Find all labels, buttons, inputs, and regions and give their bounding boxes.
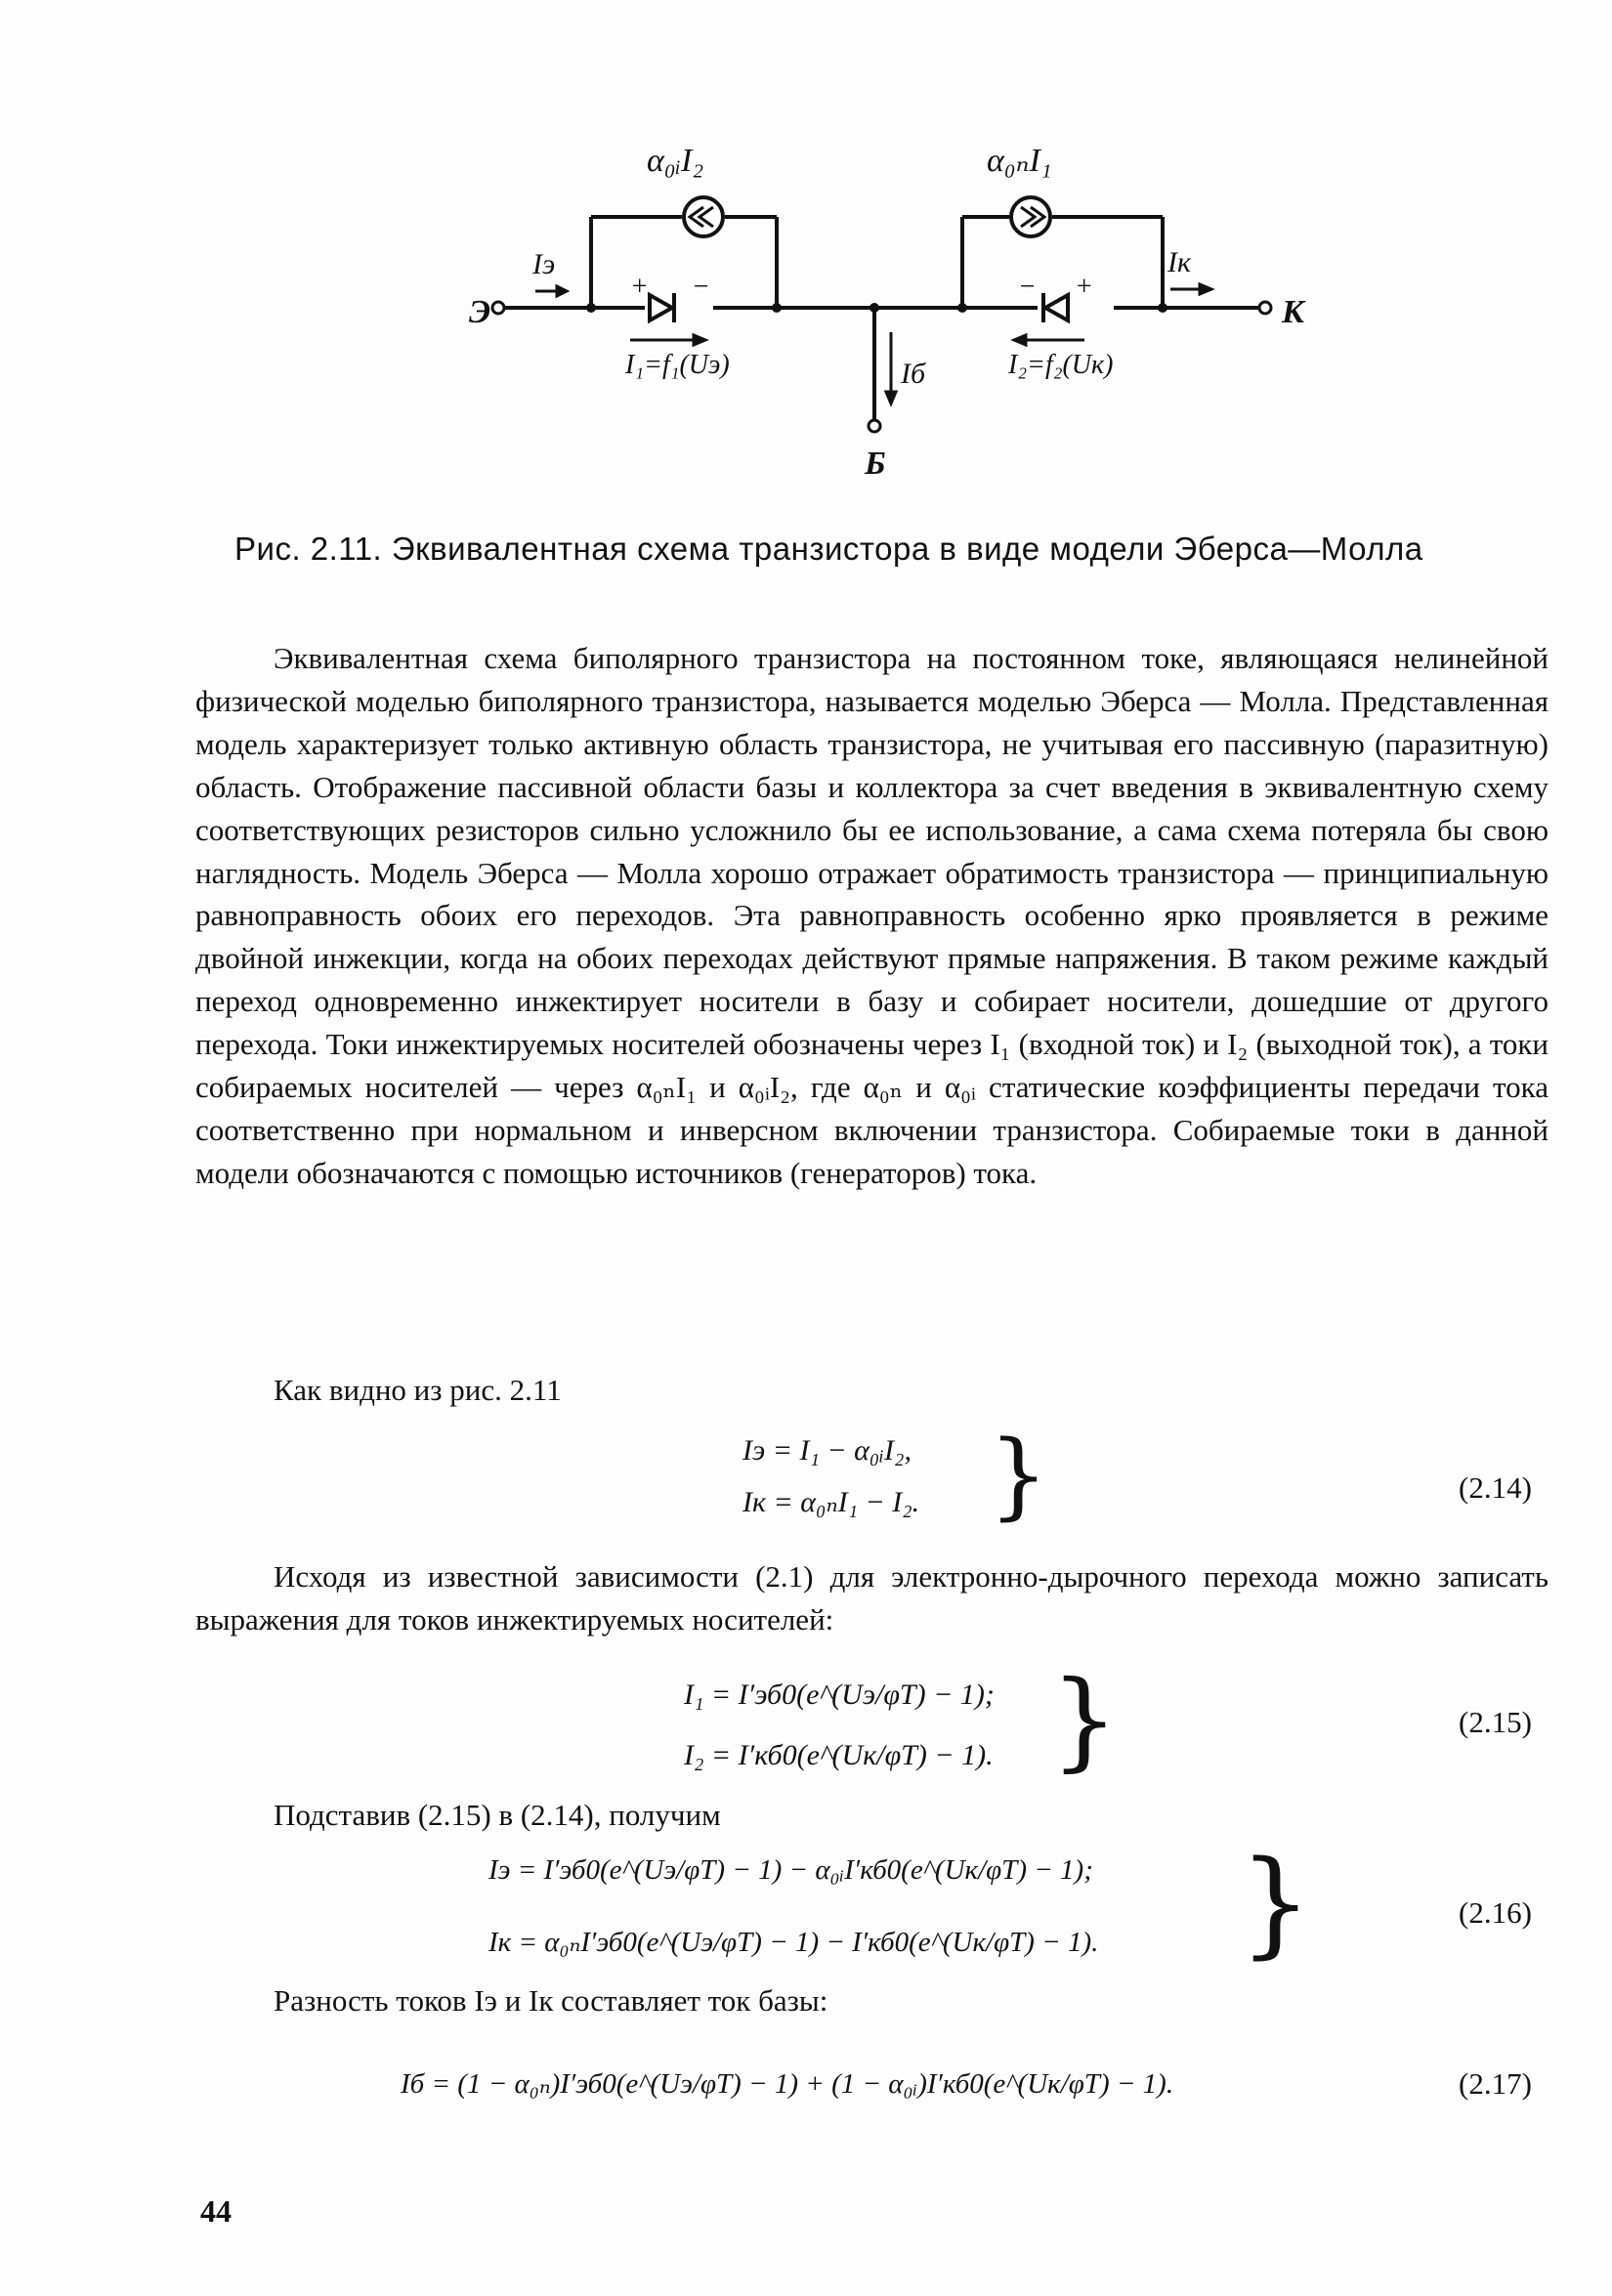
diode2-label: I₂=f₂(Uк) [1008, 350, 1114, 380]
diode1-plus: + [630, 272, 649, 302]
brace-2-16: } [1239, 1835, 1313, 1970]
main-paragraph-block [195, 637, 1548, 1195]
equation-number-2-17: (2.17) [1459, 2066, 1532, 2101]
paragraph-4: Подставив (2.15) в (2.14), получим [274, 1798, 721, 1832]
base-terminal-icon [869, 420, 880, 432]
figure-caption: Рис. 2.11. Эквивалентная схема транзистора в виде модели Эберса—Молла [234, 531, 1423, 567]
emitter-current-label: Iэ [532, 248, 556, 280]
ebers-moll-circuit [469, 127, 1309, 498]
paragraph-3-block [195, 1555, 1548, 1641]
diode2-plus: + [1075, 272, 1093, 302]
diode2-minus: − [1018, 272, 1037, 302]
page-number: 44 [200, 2193, 232, 2229]
source-left-label: α₀ᵢI₂ [647, 143, 704, 179]
equation-2-15-a: I₁ = I′эб0(e^(Uэ/φT) − 1); [684, 1679, 995, 1711]
equation-2-15-b: I₂ = I′кб0(e^(Uк/φT) − 1). [684, 1739, 994, 1771]
equation-number-2-15: (2.15) [1459, 1705, 1532, 1739]
equation-number-2-16: (2.16) [1459, 1895, 1532, 1930]
diode1-minus: − [692, 272, 710, 302]
collector-diode-icon [1043, 293, 1068, 322]
paragraph-5: Разность токов Iэ и Iк составляет ток базы: [274, 1983, 828, 2018]
base-terminal-label: Б [865, 446, 886, 482]
brace-2-14: } [989, 1421, 1049, 1530]
current-source-left-icon [684, 197, 723, 236]
emitter-terminal-label: Э [469, 294, 491, 330]
diode1-label: I₁=f₁(Uэ) [625, 350, 730, 380]
paragraph-2: Как видно из рис. 2.11 [274, 1373, 562, 1407]
brace-2-15: } [1050, 1657, 1119, 1782]
equation-2-17: Iб = (1 − α₀ₙ)I′эб0(e^(Uэ/φT) − 1) + (1 − α₀ᵢ)I′кб0(e^(Uк/φT) − 1). [401, 2068, 1174, 2100]
equation-2-16-a: Iэ = I′эб0(e^(Uэ/φT) − 1) − α₀ᵢI′кб0(e^(Uк/φT) − 1); [488, 1854, 1093, 1886]
source-right-label: α₀ₙI₁ [987, 143, 1052, 179]
equation-2-14-a: Iэ = I₁ − α₀ᵢI₂, [742, 1434, 912, 1467]
emitter-terminal-icon [492, 302, 504, 314]
collector-current-label: Iк [1167, 246, 1192, 278]
paragraph-1: Эквивалентная схема биполярного транзистора на постоянном токе, являющаяся нелинейной физической моделью биполярного транзистора, называется моделью Эберса — Молла. Представленная модель характеризует только активную область транзистора, не учитывая его пассивную (паразитную) область. Отображение пассивной области базы и коллектора за счет введения в эквивалентную схему соответствующих резисторов сильно усложнило бы ее использование, а сама схема потеряла бы свою наглядность. Модель Эберса — Молла хорошо отражает обратимость транзистора — принципиальную равноправность обоих его переходов. Эта равноправность особенно ярко проявляется в режиме двойной инжекции, когда на обоих переходах действуют прямые напряжения. В таком режиме каждый переход одновременно инжектирует носители в базу и собирает носители, дошедшие от другого перехода. Токи инжектируемых носителей обозначены через I₁ (входной ток) и I₂ (выходной ток), а токи собираемых носителей — через α₀ₙI₁ и α₀ᵢI₂, где α₀ₙ и α₀ᵢ статические коэффициенты передачи тока соответственно при нормальном и инверсном включении транзистора. Собираемые токи в данной модели обозначаются с помощью источников (генераторов) тока. [195, 641, 1548, 1190]
emitter-diode-icon [650, 293, 674, 322]
equation-2-16-b: Iк = α₀ₙI′эб0(e^(Uэ/φT) − 1) − I′кб0(e^(Uк/φT) − 1). [488, 1927, 1099, 1958]
paragraph-3: Исходя из известной зависимости (2.1) для электронно-дырочного перехода можно записать выражения для токов инжектируемых носителей: [195, 1559, 1548, 1637]
equation-2-14-b: Iк = α₀ₙI₁ − I₂. [742, 1486, 920, 1518]
equation-number-2-14: (2.14) [1459, 1470, 1532, 1505]
collector-terminal-icon [1259, 302, 1271, 314]
collector-terminal-label: К [1282, 294, 1305, 330]
base-current-label: Iб [901, 358, 926, 390]
current-source-right-icon [1011, 197, 1050, 236]
